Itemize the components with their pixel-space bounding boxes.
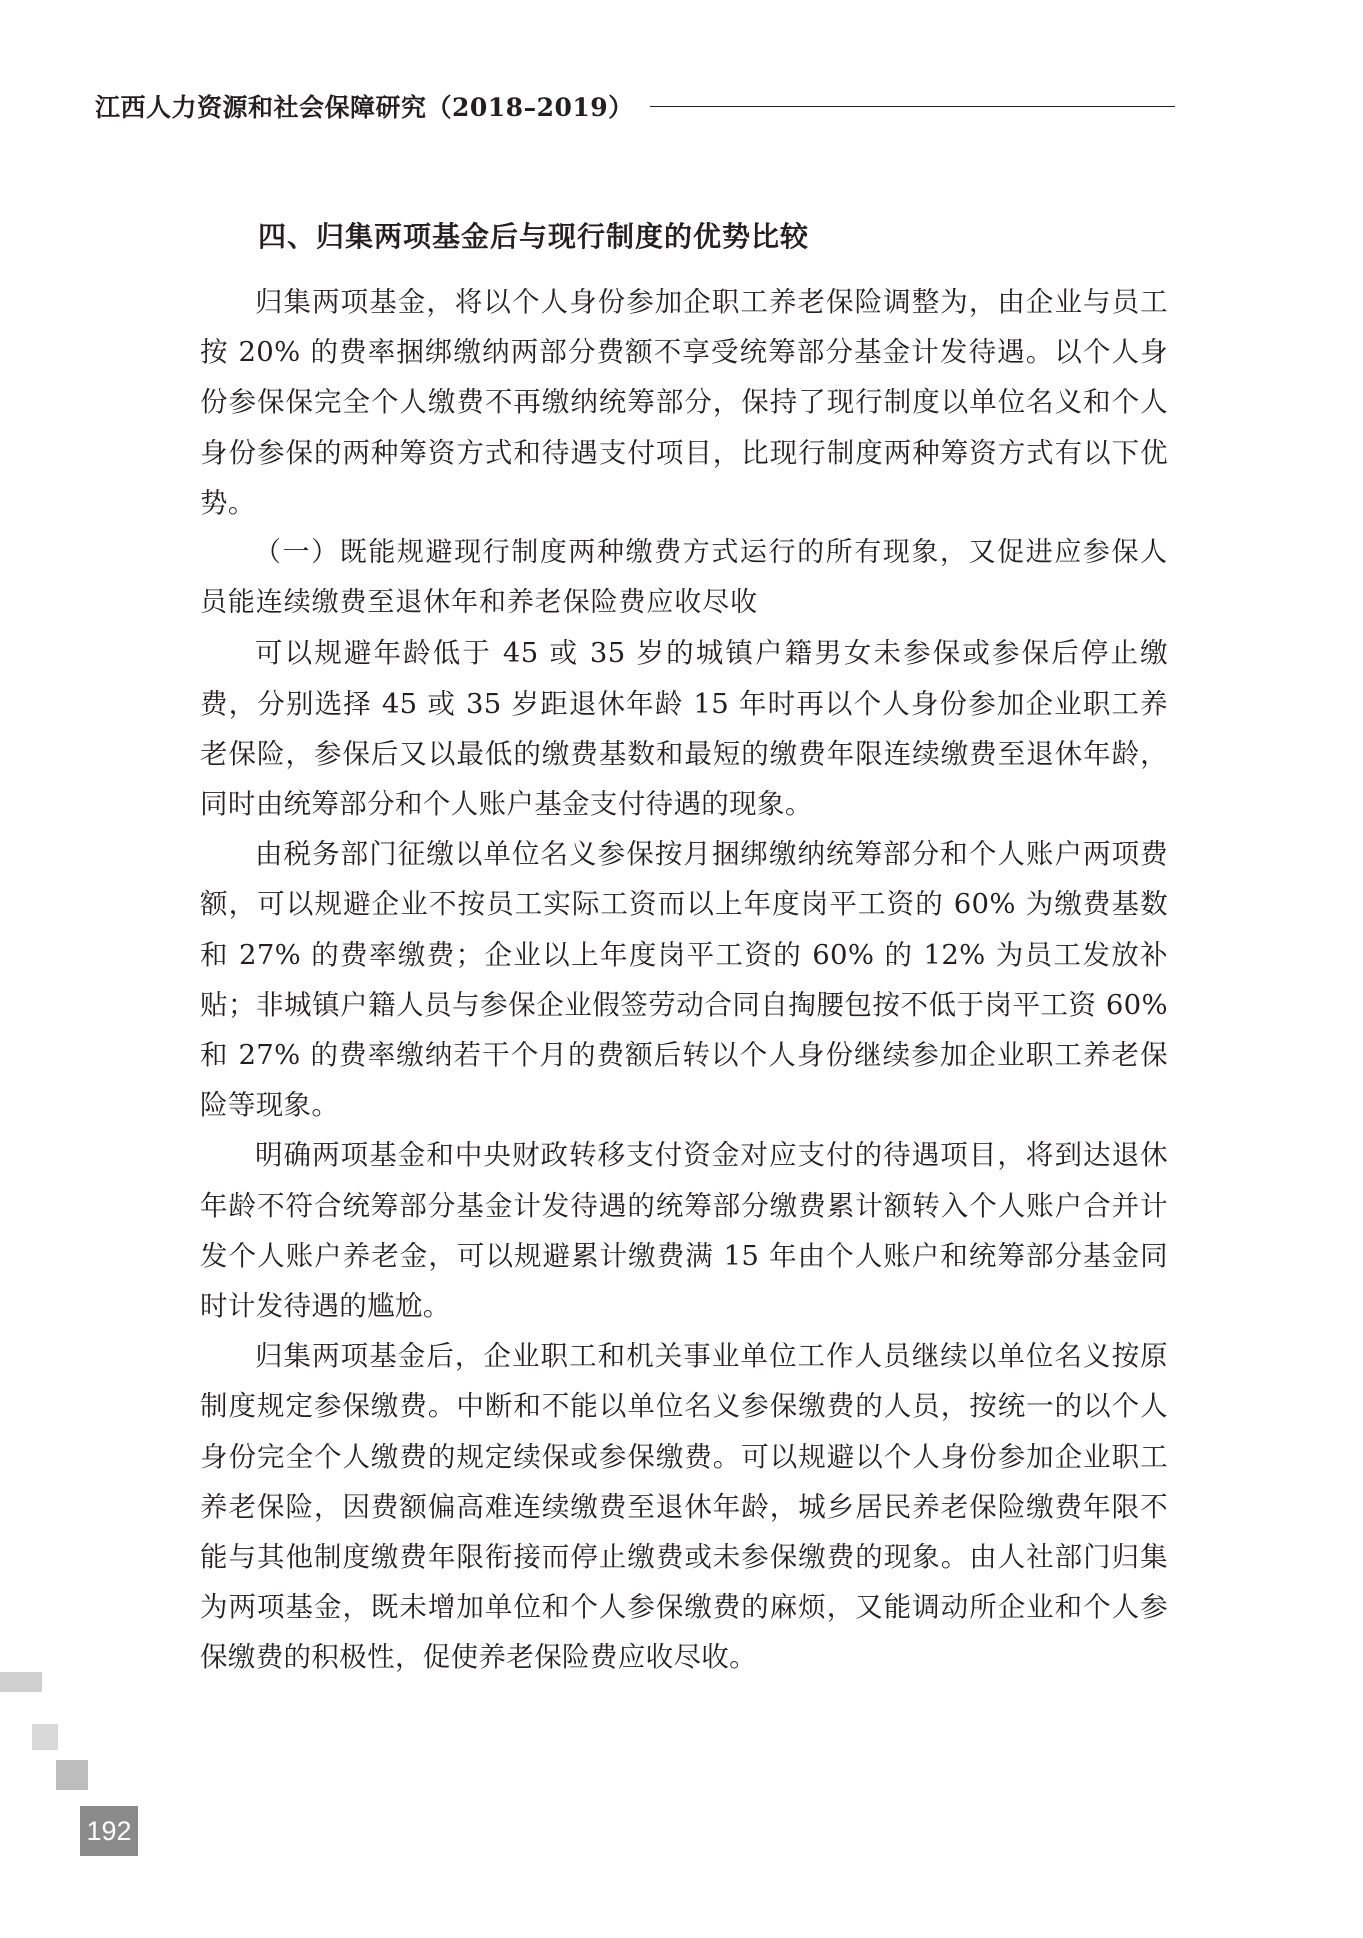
paragraph: 由税务部门征缴以单位名义参保按月捆绑缴纳统筹部分和个人账户两项费额，可以规避企业不按员工实际工资而以上年度岗平工资的 60% 为缴费基数和 27% 的费率缴费；企业以上年度岗平工资的 60% 的 12% 为员工发放补贴；非城镇户籍人员与参保企业假签劳动合同自掏腰包按不低于岗平工资 60% 和 27% 的费率缴纳若干个月的费额后转以个人身份继续参加企业职工养老保险等现象。 xyxy=(200,838,1168,1122)
paragraph: 归集两项基金后，企业职工和机关事业单位工作人员继续以单位名义按原制度规定参保缴费。中断和不能以单位名义参保缴费的人员，按统一的以个人身份完全个人缴费的规定续保或参保缴费。可以规避以个人身份参加企业职工养老保险，因费额偏高难连续缴费至退休年龄，城乡居民养老保险缴费年限不能与其他制度缴费年限衔接而停止缴费或未参保缴费的现象。由人社部门归集为两项基金，既未增加单位和个人参保缴费的麻烦，又能调动所企业和个人参保缴费的积极性，促使养老保险费应收尽收。 xyxy=(200,1340,1168,1674)
running-header xyxy=(95,86,1175,126)
paragraph: 可以规避年龄低于 45 或 35 岁的城镇户籍男女未参保或参保后停止缴费，分别选择 45 或 35 岁距退休年龄 15 年时再以个人身份参加企业职工养老保险，参保后又以最低的缴费基数和最短的缴费年限连续缴费至退休年龄，同时由统筹部分和个人账户基金支付待遇的现象。 xyxy=(200,637,1168,821)
subsection-heading: （一）既能规避现行制度两种缴费方式运行的所有现象，又促进应参保人员能连续缴费至退休年和养老保险费应收尽收 xyxy=(200,537,1168,619)
paragraph: 归集两项基金，将以个人身份参加企职工养老保险调整为，由企业与员工按 20% 的费率捆绑缴纳两部分费额不享受统筹部分基金计发待遇。以个人身份参保保完全个人缴费不再缴纳统筹部分，保持了现行制度以单位名义和个人身份参保的两种筹资方式和待遇支付项目，比现行制度两种筹资方式有以下优势。 xyxy=(200,286,1168,519)
decorative-square xyxy=(32,1724,58,1750)
body-text xyxy=(200,277,1168,1683)
header-rule xyxy=(650,106,1175,107)
paragraph: 明确两项基金和中央财政转移支付资金对应支付的待遇项目，将到达退休年龄不符合统筹部分基金计发待遇的统筹部分缴费累计额转入个人账户合并计发个人账户养老金，可以规避累计缴费满 15 年由个人账户和统筹部分基金同时计发待遇的尴尬。 xyxy=(200,1139,1168,1323)
page-number: 192 xyxy=(80,1806,138,1856)
decorative-square xyxy=(0,1672,42,1692)
running-title: 江西人力资源和社会保障研究（2018–2019） xyxy=(95,93,634,122)
section-heading: 四、归集两项基金后与现行制度的优势比较 xyxy=(258,220,810,253)
decorative-square xyxy=(56,1760,88,1790)
